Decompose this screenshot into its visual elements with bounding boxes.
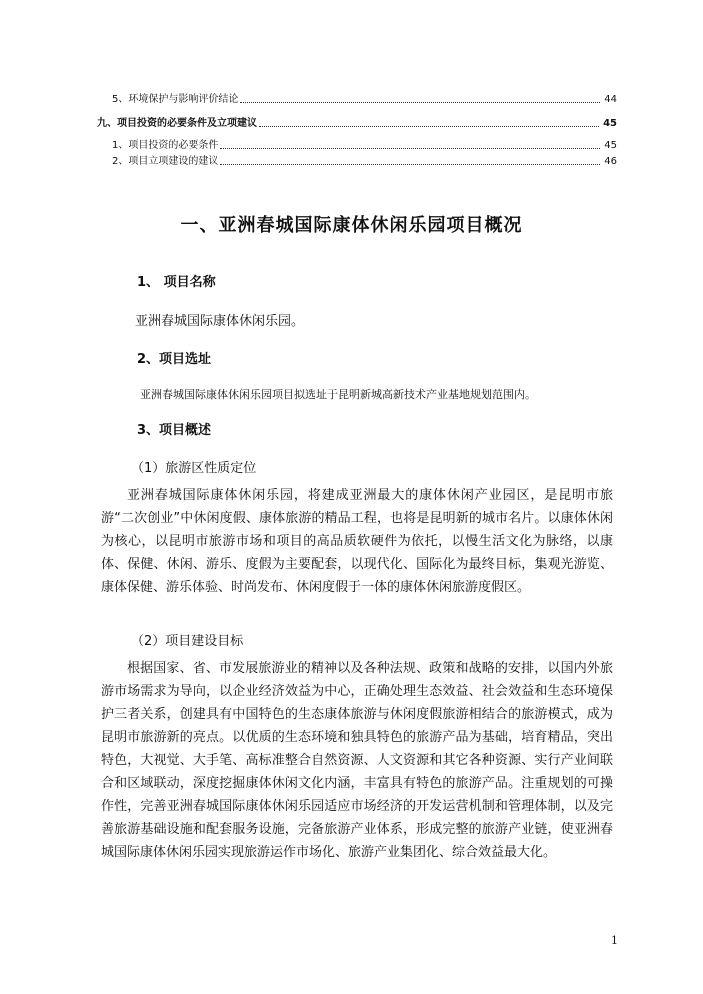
section-heading-name: 1、 项目名称 xyxy=(137,275,216,290)
section-heading-site: 2、项目选址 xyxy=(137,352,212,367)
toc-leader-dots xyxy=(220,148,600,149)
toc-entry-page: 44 xyxy=(604,94,617,105)
toc-leader-dots xyxy=(259,126,599,127)
toc-entry-page: 45 xyxy=(604,140,617,151)
toc-entry-page: 46 xyxy=(604,156,617,167)
section-content-name: 亚洲春城国际康体休闲乐园。 xyxy=(135,314,305,329)
toc-entry-label: 5、环境保护与影响评价结论 xyxy=(112,94,239,105)
toc-leader-dots xyxy=(240,102,600,103)
page-number: 1 xyxy=(611,934,618,947)
toc-entry[interactable] xyxy=(112,153,617,169)
paragraph-positioning xyxy=(101,484,613,599)
paragraph-positioning-text: 亚洲春城国际康体休闲乐园，将建成亚洲最大的康体休闲产业园区，是昆明市旅游“二次创业”中休闲度假、康体旅游的精品工程，也将是昆明新的城市名片。以康体休闲为核心，以昆明市旅游市场和项目的高品质软硬件为依托，以慢生活文化为脉络，以康体、保健、休闲、游乐、度假为主要配套，以现代化、国际化为最终目标，集观光游览、康体保健、游乐体验、时尚发布、休闲度假于一体的康体休闲旅游度假区。 xyxy=(101,488,613,595)
toc-entry-label: 九、项目投资的必要条件及立项建议 xyxy=(97,118,257,129)
section-heading-overview: 3、项目概述 xyxy=(137,423,212,438)
subsection-title-positioning: （1）旅游区性质定位 xyxy=(131,461,257,476)
toc-entry[interactable] xyxy=(112,91,617,107)
paragraph-goals-text: 根据国家、省、市发展旅游业的精神以及各种法规、政策和战略的安排，以国内外旅游市场需求为导向，以企业经济效益为中心，正确处理生态效益、社会效益和生态环境保护三者关系，创建具有中国特色的生态康体旅游与休闲度假旅游相结合的旅游模式，成为昆明市旅游新的亮点。以优质的生态环境和独具特色的旅游产品为基础，培育精品，突出特色，大视觉、大手笔、高标准整合自然资源、人文资源和其它各种资源、实行产业间联合和区域联动，深度挖掘康体休闲文化内涵，丰富具有特色的旅游产品。注重规划的可操作性，完善亚洲春城国际康体休闲乐园适应市场经济的开发运营机制和管理体制，以及完善旅游基础设施和配套服务设施，完备旅游产业体系，形成完整的旅游产业链，使亚洲春城国际康体休闲乐园实现旅游运作市场化、旅游产业集团化、综合效益最大化。 xyxy=(101,661,613,860)
toc-entry-label: 1、项目投资的必要条件 xyxy=(112,140,219,151)
section-content-site: 亚洲春城国际康体休闲乐园项目拟选址于昆明新城高新技术产业基地规划范围内。 xyxy=(140,388,536,401)
subsection-title-goals: （2）项目建设目标 xyxy=(131,634,244,649)
paragraph-goals xyxy=(101,657,613,864)
toc-entry[interactable] xyxy=(112,137,617,153)
toc-entry[interactable] xyxy=(97,115,617,131)
toc-entry-page: 45 xyxy=(603,118,617,129)
toc-leader-dots xyxy=(220,164,600,165)
toc-entry-label: 2、项目立项建设的建议 xyxy=(112,156,219,167)
chapter-title: 一、亚洲春城国际康体休闲乐园项目概况 xyxy=(180,215,523,236)
